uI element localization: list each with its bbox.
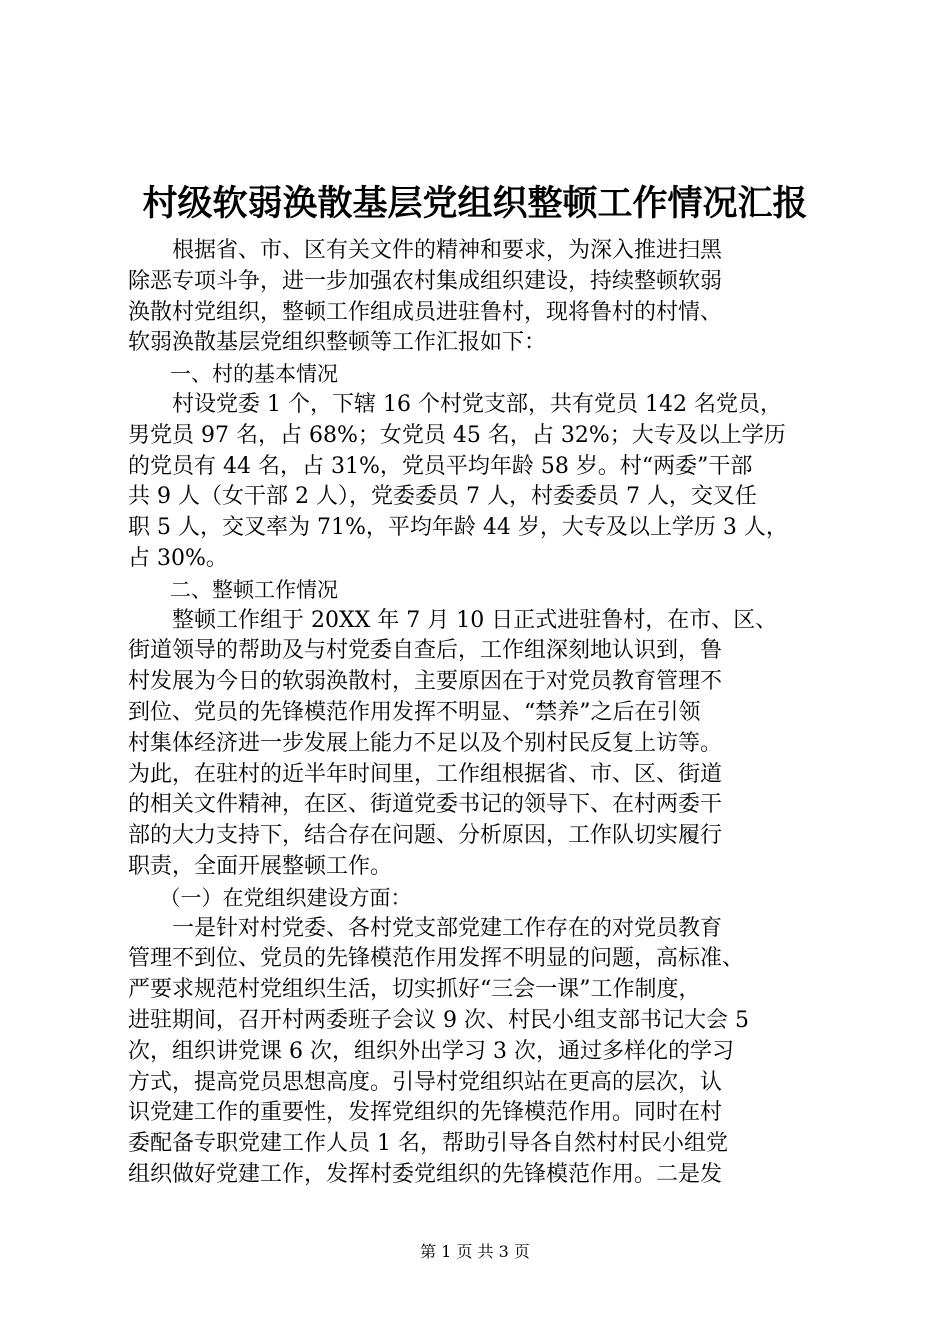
text-line: 组织做好党建工作，发挥村委党组织的先锋模范作用。二是发: [128, 1161, 723, 1187]
page-title: 村级软弱涣散基层党组织整顿工作情况汇报: [142, 183, 808, 224]
text-line: 委配备专职党建工作人员 1 名，帮助引导各自然村村民小组党: [128, 1131, 728, 1157]
text-line: 到位、党员的先锋模范作用发挥不明显、“禁养”之后在引领: [128, 699, 701, 725]
text-line: 部的大力支持下，结合存在问题、分析原因，工作队切实履行: [128, 823, 723, 849]
text-line: 软弱涣散基层党组织整顿等工作汇报如下：: [128, 330, 547, 356]
section-heading: 二、整顿工作情况: [128, 577, 338, 602]
text-line: 进驻期间，召开村两委班子会议 9 次、村民小组支部书记大会 5: [128, 1007, 749, 1033]
text-line: 村集体经济进一步发展上能力不足以及个别村民反复上访等。: [128, 730, 723, 756]
text-line: 识党建工作的重要性，发挥党组织的先锋模范作用。同时在村: [128, 1100, 723, 1126]
text-line: 的党员有 44 名，占 31%，党员平均年龄 58 岁。村“两委”干部: [128, 453, 753, 479]
text-line: 为此，在驻村的近半年时间里，工作组根据省、市、区、街道: [128, 761, 723, 787]
text-line: 的相关文件精神，在区、街道党委书记的领导下、在村两委干: [128, 792, 723, 818]
text-line: 村设党委 1 个，下辖 16 个村党支部，共有党员 142 名党员，: [128, 391, 782, 417]
text-line: 一是针对村党委、各村党支部党建工作存在的对党员教育: [128, 915, 723, 941]
document-body: [128, 236, 838, 1191]
text-line: 共 9 人（女干部 2 人），党委委员 7 人，村委委员 7 人，交叉任: [128, 484, 757, 510]
text-line: 涣散村党组织，整顿工作组成员进驻鲁村，现将鲁村的村情、: [128, 299, 723, 325]
text-line: 根据省、市、区有关文件的精神和要求，为深入推进扫黑: [128, 238, 723, 263]
text-line: 男党员 97 名，占 68%；女党员 45 名，占 32%；大专及以上学历: [128, 422, 786, 448]
text-line: 管理不到位、党员的先锋模范作用发挥不明显的问题，高标准、: [128, 946, 745, 972]
text-line: 整顿工作组于 20XX 年 7 月 10 日正式进驻鲁村，在市、区、: [128, 607, 778, 633]
subsection-heading: （一）在党组织建设方面：: [128, 885, 412, 910]
text-line: 除恶专项斗争，进一步加强农村集成组织建设，持续整顿软弱: [128, 268, 723, 294]
text-line: 严要求规范村党组织生活，切实抓好“三会一课”工作制度，: [128, 977, 701, 1003]
text-line: 次，组织讲党课 6 次，组织外出学习 3 次，通过多样化的学习: [128, 1038, 734, 1064]
text-line: 方式，提高党员思想高度。引导村党组织站在更高的层次，认: [128, 1069, 723, 1095]
text-line: 职 5 人，交叉率为 71%，平均年龄 44 岁，大专及以上学历 3 人，: [128, 515, 788, 541]
text-line: 村发展为今日的软弱涣散村，主要原因在于对党员教育管理不: [128, 669, 723, 695]
text-line: 职责，全面开展整顿工作。: [128, 853, 393, 879]
text-line: 街道领导的帮助及与村党委自查后，工作组深刻地认识到，鲁: [128, 638, 723, 664]
section-heading: 一、村的基本情况: [128, 362, 338, 387]
page-footer: 第 1 页 共 3 页: [420, 1242, 530, 1261]
text-line: 占 30%。: [128, 545, 228, 571]
